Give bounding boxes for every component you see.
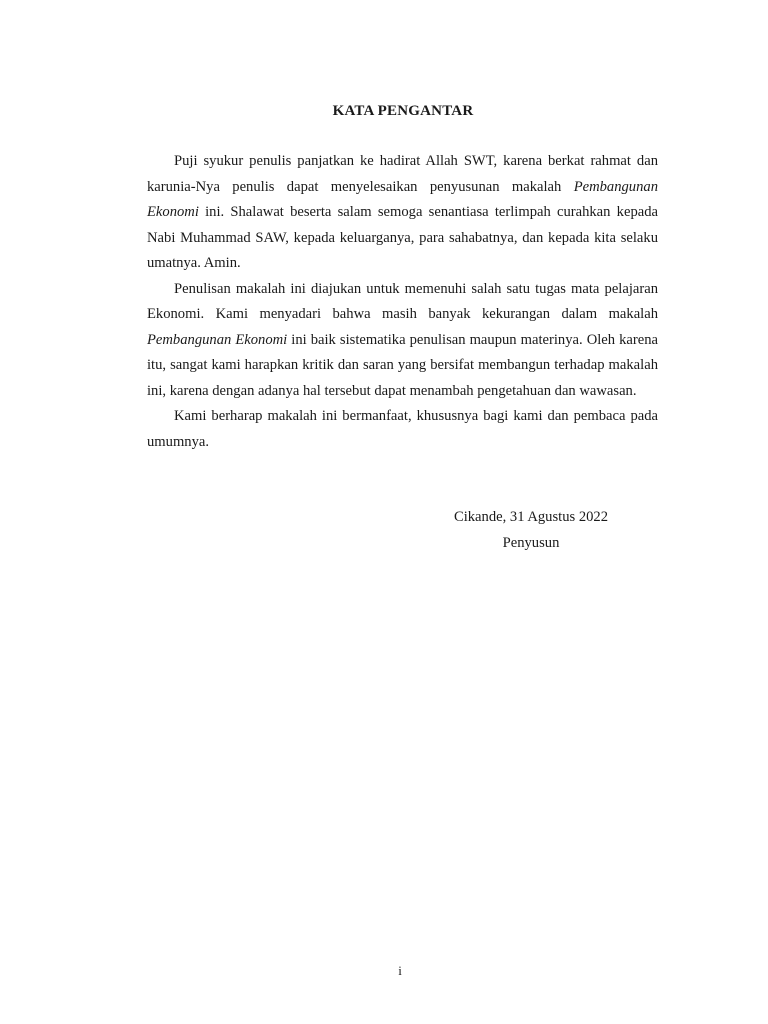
paragraph-2-italic-title: Pembangunan Ekonomi [147,331,288,348]
body-text [147,149,658,455]
paragraph-1-text-start: Puji syukur penulis panjatkan ke hadirat Allah SWT, karena berkat rahmat dan karunia-Nya penulis dapat menyelesaikan penyusunan makalah [147,153,658,195]
page-number: i [398,963,402,978]
paragraph-2 [147,277,658,405]
paragraph-1 [147,149,658,277]
signature-block [440,505,622,556]
paragraph-2-text-end: ini baik sistematika penulisan maupun materinya. Oleh karena itu, sangat kami harapkan kritik dan saran yang bersifat membangun terhadap makalah ini, karena dengan adanya hal tersebut dapat menambah pengetahuan dan wawasan. [147,331,658,399]
paragraph-3: Kami berharap makalah ini bermanfaat, khususnya bagi kami dan pembaca pada umumnya. [147,408,658,450]
page-title: KATA PENGANTAR [332,103,474,119]
signature-place-date: Cikande, 31 Agustus 2022 [453,509,609,525]
paragraph-1-text-end: ini. Shalawat beserta salam semoga senantiasa terlimpah curahkan kepada Nabi Muhammad SAW, kepada keluarganya, para sahabatnya, dan kepada kita selaku umatnya. Amin. [147,204,658,271]
paragraph-1-italic-title: Pembangunan Ekonomi [147,178,658,220]
signature-role: Penyusun [502,534,560,551]
paragraph-2-text-start: Penulisan makalah ini diajukan untuk memenuhi salah satu tugas mata pelajaran Ekonomi. Kami menyadari bahwa masih banyak kekurangan dalam makalah [147,280,658,322]
